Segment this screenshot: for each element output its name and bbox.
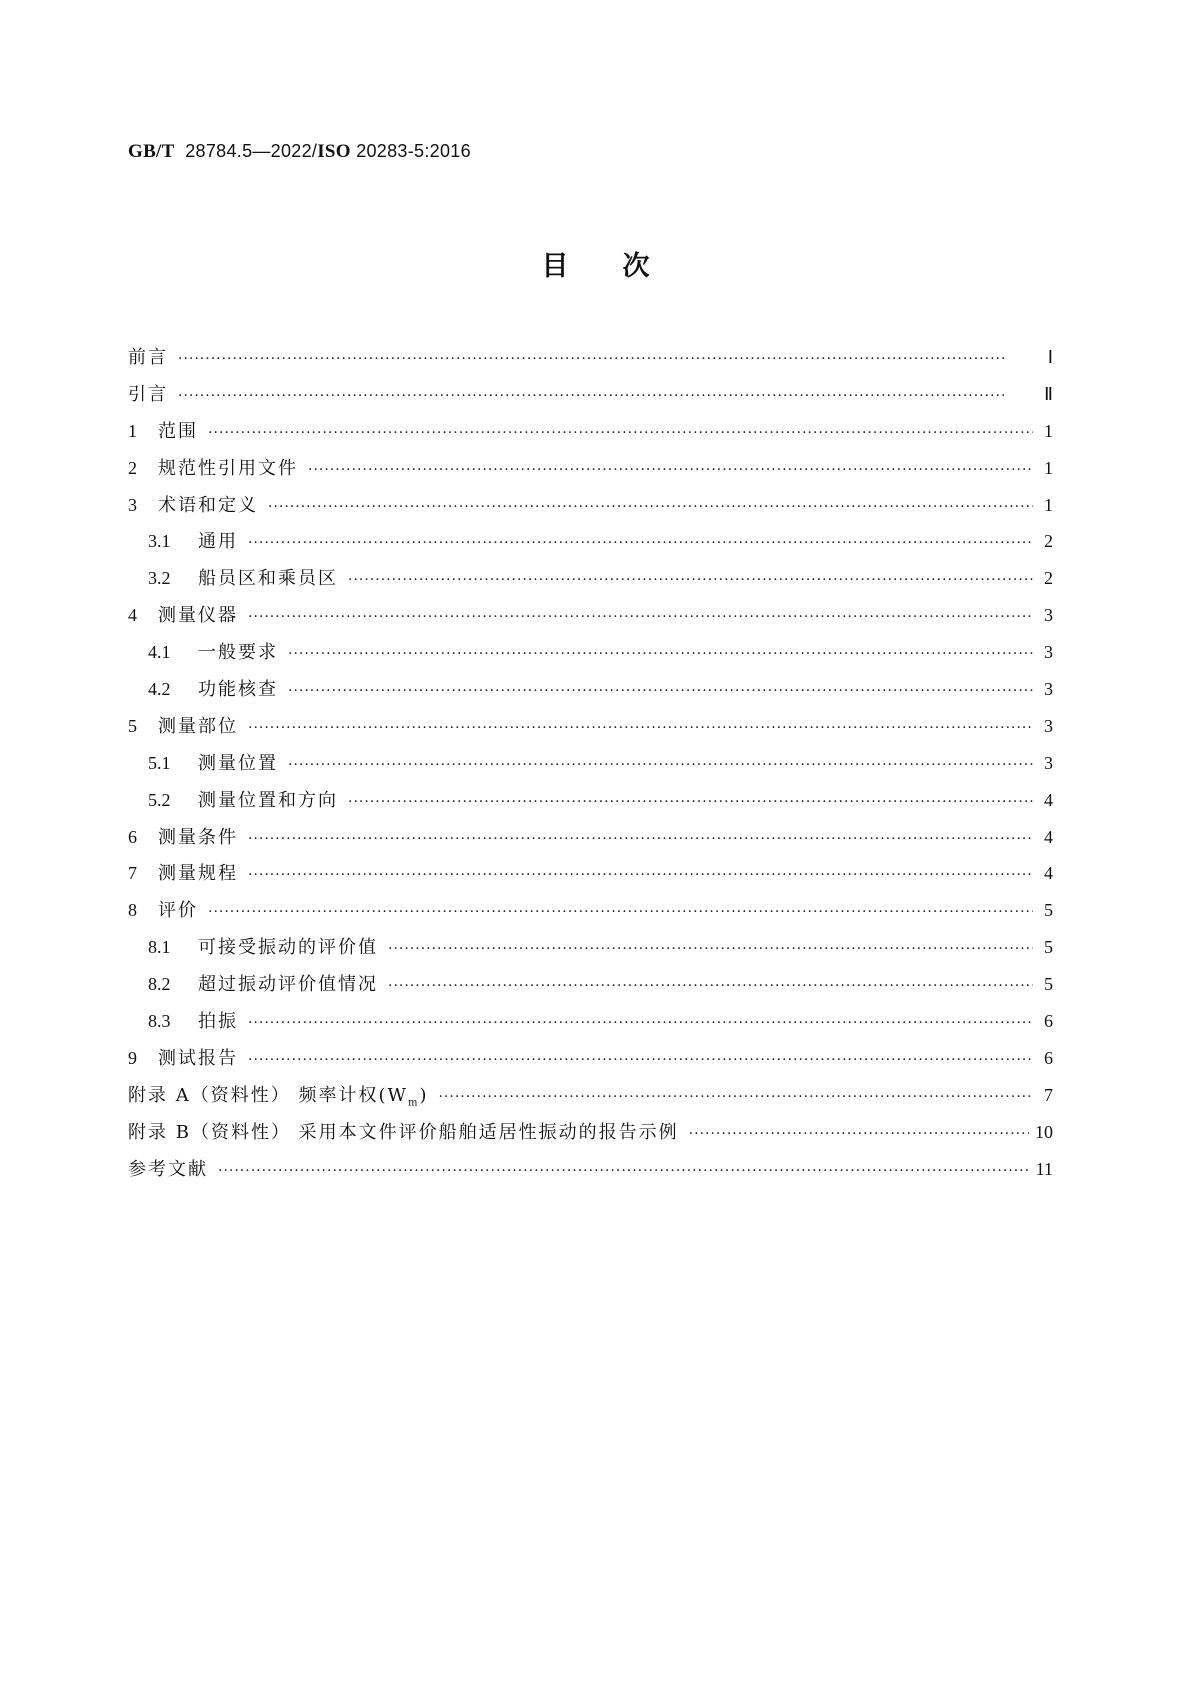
toc-entry-title — [198, 970, 378, 996]
dot-leader — [248, 720, 1033, 736]
iso-number: 20283-5:2016 — [356, 141, 471, 161]
toc-entry-number: 5.2 — [148, 789, 171, 810]
toc-entry-page: 5 — [1044, 900, 1053, 921]
dot-leader — [248, 1015, 1033, 1031]
dot-leader — [248, 1052, 1033, 1068]
dot-leader — [288, 757, 1033, 773]
toc-entry-page: 4 — [1044, 826, 1053, 847]
toc-entry-title — [198, 564, 338, 590]
dot-leader — [218, 1163, 1030, 1179]
toc-entry-text: 测量规程 — [158, 863, 238, 885]
toc-entry-title — [198, 527, 238, 553]
toc-entry-page: 4 — [1044, 863, 1053, 884]
toc-entry[interactable] — [128, 749, 1053, 786]
toc-entry-number: 4.1 — [148, 642, 171, 663]
toc-entry[interactable] — [128, 527, 1053, 564]
toc-entry-number: 4 — [128, 605, 137, 626]
iso-prefix: ISO — [317, 141, 351, 162]
toc-entry-number: 4.2 — [148, 679, 171, 700]
toc-entry[interactable] — [128, 491, 1053, 528]
toc-entry-number: 3 — [128, 494, 137, 515]
toc-entry-text: 一般要求 — [198, 642, 278, 664]
toc-entry-number: 7 — [128, 863, 137, 884]
dot-leader — [689, 1126, 1029, 1142]
toc-entry-page: 5 — [1044, 937, 1053, 958]
toc-entry-number: 3.2 — [148, 568, 171, 589]
toc-entry-number: 6 — [128, 826, 137, 847]
toc-entry-page: 2 — [1044, 531, 1053, 552]
toc-entry-title — [198, 1007, 238, 1033]
toc-entry-page: 11 — [1035, 1158, 1053, 1179]
toc-entry-page: 3 — [1044, 605, 1053, 626]
dot-leader — [208, 904, 1033, 920]
dot-leader — [248, 535, 1033, 551]
toc-entry[interactable] — [128, 1044, 1053, 1081]
toc-entry[interactable] — [128, 859, 1053, 896]
toc-entry-number: 8.1 — [148, 937, 171, 958]
toc-entry-title — [128, 380, 168, 406]
toc-entry[interactable] — [128, 933, 1053, 970]
toc-entry-page: 6 — [1044, 1011, 1053, 1032]
toc-entry[interactable] — [128, 823, 1053, 860]
toc-entry-page: 3 — [1044, 679, 1053, 700]
toc-entry-number: 5.1 — [148, 752, 171, 773]
dot-leader — [248, 609, 1033, 625]
toc-entry-page: 3 — [1044, 642, 1053, 663]
toc-entry-text: 附录 A（资料性） 频率计权(W — [128, 1084, 408, 1106]
toc-entry[interactable] — [128, 601, 1053, 638]
dot-leader — [248, 831, 1033, 847]
toc-entry-title — [198, 749, 278, 775]
toc-entry-title — [158, 1044, 238, 1070]
toc-entry-text: 船员区和乘员区 — [198, 568, 338, 590]
toc-entry-text: 测量条件 — [158, 826, 238, 848]
dot-leader — [248, 867, 1033, 883]
dot-leader — [348, 572, 1033, 588]
toc-entry-text: 通用 — [198, 531, 238, 553]
dot-leader — [288, 683, 1033, 699]
toc-entry-page: 5 — [1044, 974, 1053, 995]
toc-entry-text: 可接受振动的评价值 — [198, 937, 378, 959]
toc-entry-page: 7 — [1044, 1084, 1053, 1105]
toc-entry[interactable] — [128, 417, 1053, 454]
toc-entry-text: 测量位置 — [198, 752, 278, 774]
toc-entry[interactable] — [128, 896, 1053, 933]
toc-entry-title — [128, 1081, 428, 1109]
toc-entry-title — [158, 859, 238, 885]
subscript: m — [407, 1097, 420, 1109]
std-number: 28784.5—2022/ — [185, 141, 318, 161]
toc-entry-text: 测量仪器 — [158, 605, 238, 627]
toc-entry-title — [128, 343, 168, 369]
dot-leader — [388, 941, 1033, 957]
toc-entry-number: 8.2 — [148, 974, 171, 995]
toc-entry-title — [158, 896, 198, 922]
toc-entry[interactable] — [128, 675, 1053, 712]
toc-entry-title — [158, 712, 238, 738]
toc-entry-page: Ⅱ — [1044, 383, 1053, 404]
dot-leader — [288, 646, 1033, 662]
page-title: 目次 — [541, 251, 704, 282]
toc-entry-title — [198, 638, 278, 664]
toc-entry-page: 3 — [1044, 752, 1053, 773]
document-header — [128, 141, 471, 163]
toc-entry[interactable] — [128, 786, 1053, 823]
toc-entry-title — [198, 933, 378, 959]
toc-entry-title — [158, 491, 258, 517]
toc-entry-page: 2 — [1044, 568, 1053, 589]
toc-entry-page: 6 — [1044, 1047, 1053, 1068]
dot-leader — [178, 388, 1033, 404]
toc-entry-number: 1 — [128, 420, 137, 441]
toc-entry[interactable] — [128, 343, 1053, 380]
toc-entry-title — [158, 823, 238, 849]
table-of-contents — [128, 343, 1053, 1191]
toc-entry-page: 1 — [1044, 457, 1053, 478]
dot-leader — [208, 425, 1033, 441]
toc-entry[interactable] — [128, 1007, 1053, 1044]
toc-entry-text: 测试报告 — [158, 1047, 238, 1069]
toc-entry-page: 3 — [1044, 715, 1053, 736]
dot-leader — [348, 794, 1033, 810]
dot-leader — [438, 1089, 1033, 1105]
toc-entry-text: 测量位置和方向 — [198, 789, 338, 811]
toc-entry-text: 范围 — [158, 420, 198, 442]
toc-entry[interactable] — [128, 638, 1053, 675]
toc-entry[interactable] — [128, 380, 1053, 417]
toc-entry-number: 5 — [128, 715, 137, 736]
toc-entry-text-after: ) — [419, 1084, 429, 1106]
toc-entry[interactable] — [128, 1081, 1053, 1118]
toc-entry-text: 拍振 — [198, 1011, 238, 1033]
dot-leader — [308, 462, 1033, 478]
toc-entry-title — [128, 1155, 208, 1181]
toc-entry-text: 规范性引用文件 — [158, 457, 298, 479]
toc-entry-page: 4 — [1044, 789, 1053, 810]
toc-entry-text: 测量部位 — [158, 715, 238, 737]
toc-entry-text: 引言 — [128, 383, 168, 405]
toc-entry-text: 术语和定义 — [158, 494, 258, 516]
dot-leader — [388, 978, 1033, 994]
toc-entry-title — [128, 1118, 679, 1144]
toc-entry-number: 9 — [128, 1047, 137, 1068]
toc-entry-text: 评价 — [158, 900, 198, 922]
toc-entry-title — [198, 675, 278, 701]
toc-entry-number: 8.3 — [148, 1011, 171, 1032]
toc-entry-number: 2 — [128, 457, 137, 478]
std-prefix: GB/T — [128, 141, 175, 162]
toc-entry[interactable] — [128, 454, 1053, 491]
toc-entry-text: 附录 B（资料性） 采用本文件评价船舶适居性振动的报告示例 — [128, 1121, 679, 1143]
toc-entry-title — [158, 417, 198, 443]
toc-entry-page: 10 — [1035, 1121, 1053, 1142]
toc-entry[interactable] — [128, 1155, 1053, 1192]
toc-entry-number: 8 — [128, 900, 137, 921]
toc-entry[interactable] — [128, 970, 1053, 1007]
toc-entry[interactable] — [128, 564, 1053, 601]
toc-entry-page: Ⅰ — [1047, 347, 1053, 367]
toc-entry-page: 1 — [1044, 420, 1053, 441]
dot-leader — [178, 351, 1033, 367]
toc-entry-title — [158, 454, 298, 480]
toc-entry-page: 1 — [1044, 494, 1053, 515]
toc-entry-text: 参考文献 — [128, 1158, 208, 1180]
toc-entry-text: 超过振动评价值情况 — [198, 974, 378, 996]
toc-entry-title — [198, 786, 338, 812]
toc-entry-title — [158, 601, 238, 627]
toc-entry-number: 3.1 — [148, 531, 171, 552]
toc-entry[interactable] — [128, 712, 1053, 749]
toc-entry[interactable] — [128, 1118, 1053, 1155]
toc-entry-text: 前言 — [128, 347, 168, 368]
toc-entry-text: 功能核查 — [198, 679, 278, 701]
dot-leader — [268, 499, 1033, 515]
